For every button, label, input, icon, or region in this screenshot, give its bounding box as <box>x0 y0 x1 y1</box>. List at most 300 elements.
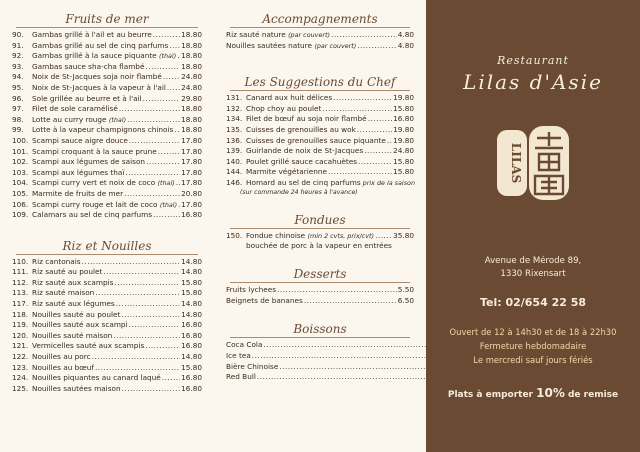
item-name <box>32 320 128 331</box>
section-title-riz-nouilles: Riz et Nouilles <box>62 238 152 253</box>
item-price: 17.80 <box>181 167 202 177</box>
item-name-text: Canard aux huit délices <box>246 93 333 103</box>
item-name <box>32 341 144 352</box>
item-number: 112. <box>12 277 29 287</box>
boissons-grid <box>226 340 414 382</box>
item-name-text: Scampi aux légumes thaï <box>32 167 125 177</box>
menu-item <box>226 157 414 168</box>
dot-leader <box>387 136 392 147</box>
dot-leader <box>122 384 181 395</box>
menu-item <box>12 210 202 221</box>
item-number: 123. <box>12 362 29 372</box>
item-price: 16.80 <box>181 210 202 220</box>
item-name-text: Cuisses de grenouilles sauce piquante <box>246 135 386 145</box>
dot-leader <box>357 41 396 52</box>
item-price: 5.50 <box>397 285 414 295</box>
dot-leader <box>82 257 181 268</box>
item-name-text: Guirlande de noix de St-Jacques <box>246 146 364 156</box>
item-number: 124. <box>12 373 29 383</box>
item-price: 18.80 <box>181 51 202 61</box>
item-name <box>32 62 144 73</box>
menu-item <box>12 115 202 126</box>
item-name-text: Vermicelles sauté aux scampis <box>32 341 145 351</box>
item-number: 104. <box>12 178 29 188</box>
dot-leader <box>124 189 180 200</box>
item-number: 109. <box>12 210 29 220</box>
item-price: 18.80 <box>181 30 202 39</box>
item-number: 93. <box>12 61 24 71</box>
item-number: 100. <box>12 135 29 145</box>
dot-leader <box>167 83 180 94</box>
section-divider <box>230 90 410 91</box>
item-price: 18.80 <box>181 61 202 71</box>
item-subtext: bouchée de porc à la vapeur en entrées <box>246 241 392 251</box>
dot-leader <box>125 168 180 179</box>
logo-text: LILAS <box>509 142 523 184</box>
item-name-text: Nouilles au bœuf <box>32 362 94 372</box>
item-name <box>32 373 161 384</box>
restaurant-logo <box>495 124 571 202</box>
item-note: (thaï) <box>159 52 177 61</box>
dot-leader <box>328 167 392 178</box>
item-name-text: Riz sauté aux scampis <box>32 277 114 287</box>
item-name-text: Scampi curry rouge et lait de coco <box>32 199 158 209</box>
item-price: 14.80 <box>181 267 202 277</box>
item-price: 16.80 <box>181 373 202 383</box>
accompagnements-list <box>226 30 414 51</box>
item-name <box>32 115 126 126</box>
item-price: 24.80 <box>393 146 414 156</box>
menu-item <box>12 299 202 310</box>
section-title-fondues: Fondues <box>294 212 346 227</box>
riz-nouilles-list <box>12 257 202 395</box>
dot-leader <box>158 147 180 158</box>
menu-item <box>226 296 414 307</box>
item-number: 140. <box>226 156 243 166</box>
item-name-text: Lotte au curry rouge <box>32 114 107 124</box>
item-price: 16.80 <box>181 383 202 393</box>
item-price: 15.80 <box>393 167 414 177</box>
section-title-accompagnements: Accompagnements <box>262 12 378 26</box>
dot-leader <box>145 62 180 73</box>
item-name <box>226 285 276 296</box>
dot-leader <box>177 51 180 62</box>
item-name-text: Scampi curry vert et noix de coco <box>32 178 156 188</box>
dot-leader <box>368 114 392 125</box>
item-price: 18.80 <box>181 125 202 135</box>
menu-item <box>12 30 202 41</box>
dot-leader <box>277 285 397 296</box>
item-name <box>32 310 120 321</box>
item-number: 134. <box>226 114 243 124</box>
item-name <box>32 363 94 374</box>
section-divider <box>16 27 198 28</box>
item-price: 16.80 <box>393 114 414 124</box>
left-column <box>0 0 212 452</box>
address-line-1: Avenue de Mérode 89, <box>484 256 582 266</box>
item-name <box>32 41 168 52</box>
menu-item <box>12 72 202 83</box>
item-name-text: Filet de bœuf au soja noir flambé <box>246 114 367 124</box>
item-name-text: Nouilles sautées maison <box>32 383 121 393</box>
restaurant-name: Lilas d'Asie <box>463 70 603 94</box>
item-number: 125. <box>12 383 29 393</box>
section-title-suggestions: Les Suggestions du Chef <box>244 75 396 90</box>
item-name <box>226 351 251 362</box>
item-name-text: Nouilles piquantes au canard laqué <box>32 373 161 383</box>
menu-item <box>226 231 414 242</box>
dot-leader <box>114 278 180 289</box>
dot-leader <box>322 104 392 115</box>
item-name-text: Red Bull <box>226 372 256 382</box>
menu-item <box>12 320 202 331</box>
dot-leader <box>129 320 181 331</box>
item-number: 95. <box>12 82 24 92</box>
menu-item <box>12 136 202 147</box>
fondues-list <box>226 231 414 252</box>
item-price: 15.80 <box>393 103 414 113</box>
item-name-text: Nouilles sauté aux scampi <box>32 320 128 330</box>
item-name <box>32 51 176 62</box>
menu-item <box>12 62 202 73</box>
item-note: (par couvert) <box>314 41 357 50</box>
item-number: 135. <box>226 124 243 134</box>
item-number: 136. <box>226 135 243 145</box>
item-number: 117. <box>12 299 29 309</box>
dot-leader <box>304 296 397 307</box>
item-name <box>32 352 91 363</box>
item-name-text: Calamars au sel de cinq parfums <box>32 210 153 220</box>
menu-item <box>12 51 202 62</box>
item-number: 113. <box>12 288 29 298</box>
dot-leader <box>153 30 180 41</box>
weekly-closing: Fermeture hebdomadaire <box>479 341 587 351</box>
dot-leader <box>145 341 180 352</box>
item-price: 19.80 <box>393 124 414 134</box>
item-price: 35.80 <box>393 230 414 240</box>
item-number: 146. <box>226 177 243 187</box>
desserts-list <box>226 285 414 306</box>
item-number: 144. <box>226 167 243 177</box>
fruits-de-mer-list <box>12 30 202 221</box>
right-panel <box>426 0 640 452</box>
item-name-text: Gambas sauce sha-cha flambé <box>32 61 145 71</box>
dot-leader <box>364 146 392 157</box>
dot-leader <box>121 310 180 321</box>
item-name-text: Ice tea <box>226 350 251 360</box>
middle-column <box>216 0 422 452</box>
item-name-text: Riz sauté maison <box>32 288 95 298</box>
item-name-text: Sole grillée au beurre et à l'ail <box>32 93 142 103</box>
item-name <box>32 157 145 168</box>
item-name <box>32 189 123 200</box>
item-number: 97. <box>12 104 24 114</box>
item-name <box>32 288 94 299</box>
address-line-2: 1330 Rixensart <box>500 269 566 279</box>
menu-item <box>12 147 202 158</box>
menu-item <box>12 178 202 189</box>
item-name-text: Beignets de bananes <box>226 295 303 305</box>
item-name-text: Nouilles sautées nature <box>226 40 313 50</box>
item-name-text: Chop choy au poulet <box>246 103 322 113</box>
item-subtext: (sur commande 24 heures à l'avance) <box>240 188 358 196</box>
item-name <box>246 157 357 168</box>
item-price: 29.80 <box>181 93 202 103</box>
item-price: 17.80 <box>181 178 202 188</box>
dot-leader <box>163 72 180 83</box>
closing-day: Le mercredi sauf jours fériés <box>473 355 593 365</box>
item-name <box>32 178 175 189</box>
item-name-text: Cuisses de grenouilles au wok <box>246 124 356 134</box>
menu-item <box>12 331 202 342</box>
item-price: 18.80 <box>181 40 202 50</box>
menu-item <box>12 288 202 299</box>
item-note: (thaï) <box>108 115 127 124</box>
item-price: 6.50 <box>397 295 414 305</box>
menu-item <box>12 104 202 115</box>
item-price: 15.80 <box>181 288 202 298</box>
item-name <box>32 147 157 158</box>
dot-leader <box>113 331 180 342</box>
item-note: (thaï) <box>159 200 178 209</box>
section-divider <box>230 27 410 28</box>
item-name-text: Scampi aux légumes de saison <box>32 157 146 167</box>
item-name <box>32 83 166 94</box>
item-name <box>246 93 332 104</box>
item-note: (par couvert) <box>288 31 331 39</box>
item-name <box>246 114 367 125</box>
item-price: 24.80 <box>181 72 202 82</box>
item-number: 91. <box>12 40 24 50</box>
item-name <box>32 267 102 278</box>
phone-number: Tel: 02/654 22 58 <box>479 296 587 309</box>
item-name <box>226 362 278 373</box>
dot-leader <box>375 231 392 242</box>
section-title-boissons: Boissons <box>293 322 347 337</box>
item-price: 18.80 <box>181 104 202 114</box>
item-price: 4.80 <box>397 40 414 50</box>
item-number: 92. <box>12 51 24 61</box>
dot-leader <box>116 299 180 310</box>
section-divider <box>230 282 410 283</box>
item-price: 14.80 <box>181 299 202 309</box>
dot-leader <box>174 125 180 136</box>
item-name-text: Coca Cola <box>226 340 263 350</box>
item-name-text: Gambas grillé à l'ail et au beurre <box>32 30 152 39</box>
item-price: prix de la saison <box>362 178 415 187</box>
item-name <box>32 200 177 211</box>
item-name-text: Filet de sole caramélisé <box>32 104 118 114</box>
takeaway-text-end: de remise <box>564 390 619 400</box>
dot-leader <box>129 136 180 147</box>
dot-leader <box>127 115 180 126</box>
item-number: 111. <box>12 267 29 277</box>
item-name-text: Fondue chinoise <box>246 230 306 240</box>
menu-item <box>226 114 414 125</box>
item-name-text: Riz cantonais <box>32 256 81 266</box>
item-price: 19.80 <box>393 93 414 103</box>
menu-item <box>226 136 414 147</box>
item-price: 14.80 <box>181 352 202 362</box>
takeaway-percent: 10% <box>536 386 565 400</box>
menu-item <box>226 125 414 136</box>
menu-item <box>12 310 202 321</box>
menu-item <box>12 189 202 200</box>
dot-leader <box>143 94 180 105</box>
item-price: 16.80 <box>181 330 202 340</box>
menu-item <box>226 104 414 115</box>
item-number: 96. <box>12 93 24 103</box>
item-price: 17.80 <box>181 157 202 167</box>
item-name-text: Gambas grillé au sel de cinq parfums <box>32 40 169 50</box>
item-price: 20.80 <box>181 188 202 198</box>
item-number: 103. <box>12 167 29 177</box>
item-name-text: Gambas grillé à la sauce piquante <box>32 51 157 61</box>
item-price: 17.80 <box>181 146 202 156</box>
menu-item <box>12 125 202 136</box>
item-name-text: Noix de St-Jacques à la vapeur à l'ail <box>32 82 166 92</box>
item-number: 101. <box>12 146 29 156</box>
takeaway-discount <box>426 386 640 400</box>
item-price: 15.80 <box>181 277 202 287</box>
item-name <box>32 331 112 342</box>
dot-leader <box>358 157 392 168</box>
item-name <box>226 296 303 307</box>
item-number: 118. <box>12 309 29 319</box>
item-number: 120. <box>12 330 29 340</box>
menu-item <box>12 373 202 384</box>
item-name <box>32 94 142 105</box>
item-name <box>226 340 262 351</box>
dot-leader <box>153 210 180 221</box>
menu-item <box>12 41 202 52</box>
menu-item <box>12 384 202 395</box>
item-name <box>32 299 115 310</box>
item-name-text: Homard au sel de cinq parfums <box>246 177 361 187</box>
menu-item <box>226 146 414 157</box>
item-name <box>32 125 173 136</box>
menu-item <box>12 278 202 289</box>
item-number: 110. <box>12 256 29 266</box>
dot-leader <box>357 125 392 136</box>
item-name <box>32 136 128 147</box>
dot-leader <box>333 93 392 104</box>
item-number: 139. <box>226 146 243 156</box>
item-name <box>246 178 361 189</box>
item-price: 17.80 <box>181 199 202 209</box>
item-price: 15.80 <box>181 362 202 372</box>
menu-item <box>226 30 414 41</box>
menu-item <box>12 352 202 363</box>
menu-item <box>226 178 414 189</box>
item-name <box>32 210 152 221</box>
item-name <box>226 30 330 41</box>
item-price: 16.80 <box>181 320 202 330</box>
dot-leader <box>178 200 180 211</box>
item-name-text: Poulet grillé sauce cacahuètes <box>246 156 358 166</box>
item-name-text: Scampi sauce aigre douce <box>32 135 128 145</box>
item-price: 17.80 <box>181 135 202 145</box>
item-price: 16.80 <box>181 341 202 351</box>
dot-leader <box>103 267 180 278</box>
item-number: 94. <box>12 72 24 82</box>
item-name-text: Riz sauté aux légumes <box>32 299 115 309</box>
item-name <box>246 146 363 157</box>
item-name-text: Marmite végétarienne <box>246 167 327 177</box>
dot-leader <box>176 178 180 189</box>
menu-item <box>226 167 414 178</box>
dot-leader <box>95 288 180 299</box>
item-number: 121. <box>12 341 29 351</box>
item-price: 14.80 <box>181 309 202 319</box>
item-price: 24.80 <box>181 82 202 92</box>
item-number: 98. <box>12 114 24 124</box>
item-name-text: Nouilles sauté au poulet <box>32 309 121 319</box>
item-name <box>32 384 121 395</box>
item-name <box>246 136 386 147</box>
item-number: 105. <box>12 188 29 198</box>
menu-item <box>12 363 202 374</box>
dot-leader <box>331 30 397 41</box>
item-name-text: Noix de St-Jacques soja noir flambé <box>32 72 162 82</box>
item-name-text: Nouilles sauté maison <box>32 330 113 340</box>
menu-item <box>226 93 414 104</box>
item-number: 106. <box>12 199 29 209</box>
item-name-text: Lotte à la vapeur champignons chinois <box>32 125 174 135</box>
section-divider <box>16 254 198 255</box>
item-number: 90. <box>12 30 24 39</box>
section-divider <box>230 337 410 338</box>
item-name <box>246 231 374 242</box>
section-divider <box>230 228 410 229</box>
item-name <box>246 104 321 115</box>
menu-item <box>226 285 414 296</box>
suggestions-list <box>226 93 414 196</box>
section-title-fruits-de-mer: Fruits de mer <box>65 12 149 26</box>
item-name <box>32 30 152 41</box>
menu-item <box>12 168 202 179</box>
menu-item <box>12 157 202 168</box>
item-number: 99. <box>12 125 24 135</box>
item-name <box>226 372 256 383</box>
menu-item <box>12 267 202 278</box>
item-price: 18.80 <box>181 114 202 124</box>
dot-leader <box>169 41 180 52</box>
item-price: 15.80 <box>393 156 414 166</box>
opening-hours: Ouvert de 12 à 14h30 et de 18 à 22h30 <box>449 327 617 337</box>
dot-leader <box>95 363 180 374</box>
item-number: 131. <box>226 93 243 103</box>
menu-item <box>12 83 202 94</box>
item-number: 102. <box>12 157 29 167</box>
takeaway-text: Plats à emporter <box>447 390 537 400</box>
item-name <box>32 72 162 83</box>
menu-item <box>12 341 202 352</box>
dot-leader <box>146 157 180 168</box>
item-name <box>32 278 113 289</box>
menu-item <box>12 94 202 105</box>
item-note: (thaï) <box>157 179 175 188</box>
item-price: 14.80 <box>181 256 202 266</box>
item-price: 4.80 <box>397 30 414 39</box>
item-name-text: Fruits lychees <box>226 285 277 295</box>
item-name-text: Riz sauté au poulet <box>32 267 103 277</box>
item-number: 150. <box>226 230 243 240</box>
item-name-text: Riz sauté nature <box>226 30 286 39</box>
section-title-desserts: Desserts <box>293 267 347 282</box>
menu-item <box>226 41 414 52</box>
item-number: 132. <box>226 103 243 113</box>
